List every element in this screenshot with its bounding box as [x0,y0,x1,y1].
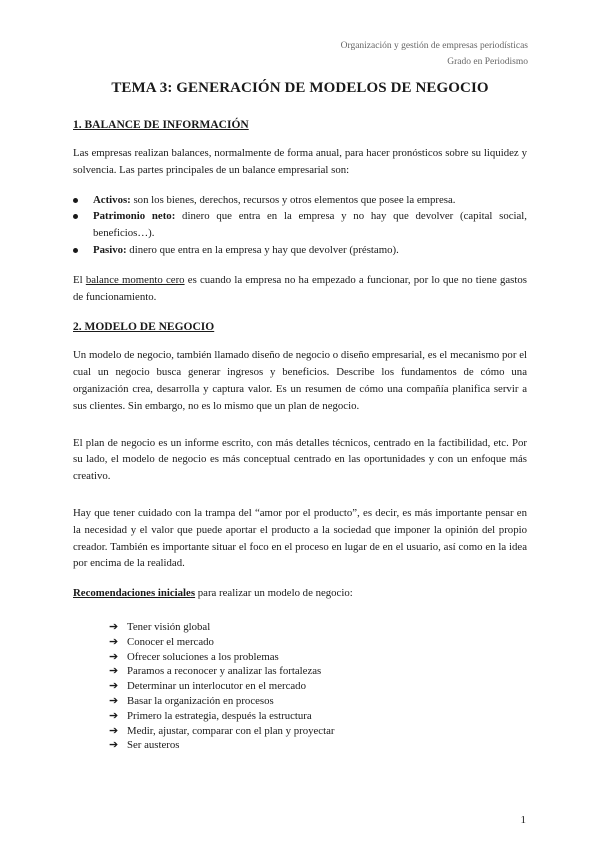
list-item-activos [93,192,527,209]
arrow-icon: ➔ [109,680,119,693]
arrow-icon: ➔ [109,724,119,737]
item-text: Determinar un interlocutor en el mercado [127,680,306,693]
arrow-icon: ➔ [109,739,119,752]
section-1-heading: 1. BALANCE DE INFORMACIÓN [73,119,249,131]
item-text: Primero la estrategia, después la estructura [127,709,312,722]
recommendations-list [73,620,527,753]
list-item [109,679,527,694]
section-1-intro: Las empresas realizan balances, normalmente de forma anual, para hacer pronósticos sobre su liquidez y solvencia. Las partes principales de un balance empresarial son: [73,147,527,176]
balance-parts-list [73,192,527,259]
definition: dinero que entra en la empresa y no hay que devolver (capital social, beneficios…). [93,210,527,240]
section-1-closing [73,272,527,306]
arrow-icon: ➔ [109,709,119,722]
item-text: Ofrecer soluciones a los problemas [127,650,279,663]
list-item [109,694,527,709]
running-header [341,38,528,70]
arrow-icon: ➔ [109,620,119,633]
recommendations-intro-text: para realizar un modelo de negocio: [195,587,353,600]
list-item-patrimonio [93,208,527,242]
item-text: Tener visión global [127,620,211,633]
list-item [109,738,527,753]
document-body [73,80,527,753]
recommendations-intro [73,585,527,602]
closing-text-pre: El [73,273,86,286]
page-title: TEMA 3: GENERACIÓN DE MODELOS DE NEGOCIO [111,80,489,96]
list-item [109,635,527,650]
section-2-paragraph-2: El plan de negocio es un informe escrito, con más detalles técnicos, centrado en la factibilidad, etc. Por su lado, el modelo de negocio es más conceptual centrado en las oportunidades y con un enfoque más creativo. [73,436,527,483]
section-2-paragraph-1: Un modelo de negocio, también llamado diseño de negocio o diseño empresarial, es el mecanismo por el cual un negocio busca generar ingresos y beneficios. Describe los fundamentos de cómo una organización crea, desarrolla y captura valor. Es un resumen de cómo una compañía planifica servir a sus clientes. Sin embargo, no es lo mismo que un plan de negocio. [73,349,527,412]
arrow-icon: ➔ [109,694,119,707]
balance-momento-cero-term: balance momento cero [85,273,185,286]
item-text: Ser austeros [127,739,180,752]
list-item [109,650,527,665]
section-2-paragraph-3: Hay que tener cuidado con la trampa del “amor por el producto”, es decir, es más importante pensar en la necesidad y el valor que puede aportar el producto a la sociedad que imponer la opinión del propio creador. También es importante situar el foco en el proceso en lugar de en el usuario, así como en la idea por encima de la realidad. [73,506,527,570]
term: Activos: [93,193,131,206]
bullet-icon [73,214,78,219]
bullet-icon [73,248,78,253]
list-item [109,620,527,635]
header-degree: Grado en Periodismo [447,57,528,67]
recommendations-label: Recomendaciones iniciales [73,587,196,600]
item-text: Conocer el mercado [127,635,214,648]
bullet-icon [73,198,78,203]
section-2-heading: 2. MODELO DE NEGOCIO [73,321,215,334]
item-text: Paramos a reconocer y analizar las fortalezas [127,665,322,678]
list-item [109,709,527,724]
list-item [109,724,527,739]
header-course: Organización y gestión de empresas periodísticas [340,41,528,51]
arrow-icon: ➔ [109,635,119,648]
definition: son los bienes, derechos, recursos y otros elementos que posee la empresa. [130,193,456,206]
term: Patrimonio neto: [93,210,176,223]
arrow-icon: ➔ [109,650,119,663]
item-text: Basar la organización en procesos [127,694,274,707]
term: Pasivo: [93,243,127,256]
list-item-pasivo [93,242,527,259]
definition: dinero que entra en la empresa y hay que devolver (préstamo). [126,243,399,256]
arrow-icon: ➔ [109,665,119,678]
list-item [109,664,527,679]
item-text: Medir, ajustar, comparar con el plan y proyectar [127,724,335,737]
page-number: 1 [520,814,526,826]
closing-text-post: es cuando la empresa no ha empezado a funcionar, por lo que no tiene gastos de funcionamiento. [73,273,527,303]
